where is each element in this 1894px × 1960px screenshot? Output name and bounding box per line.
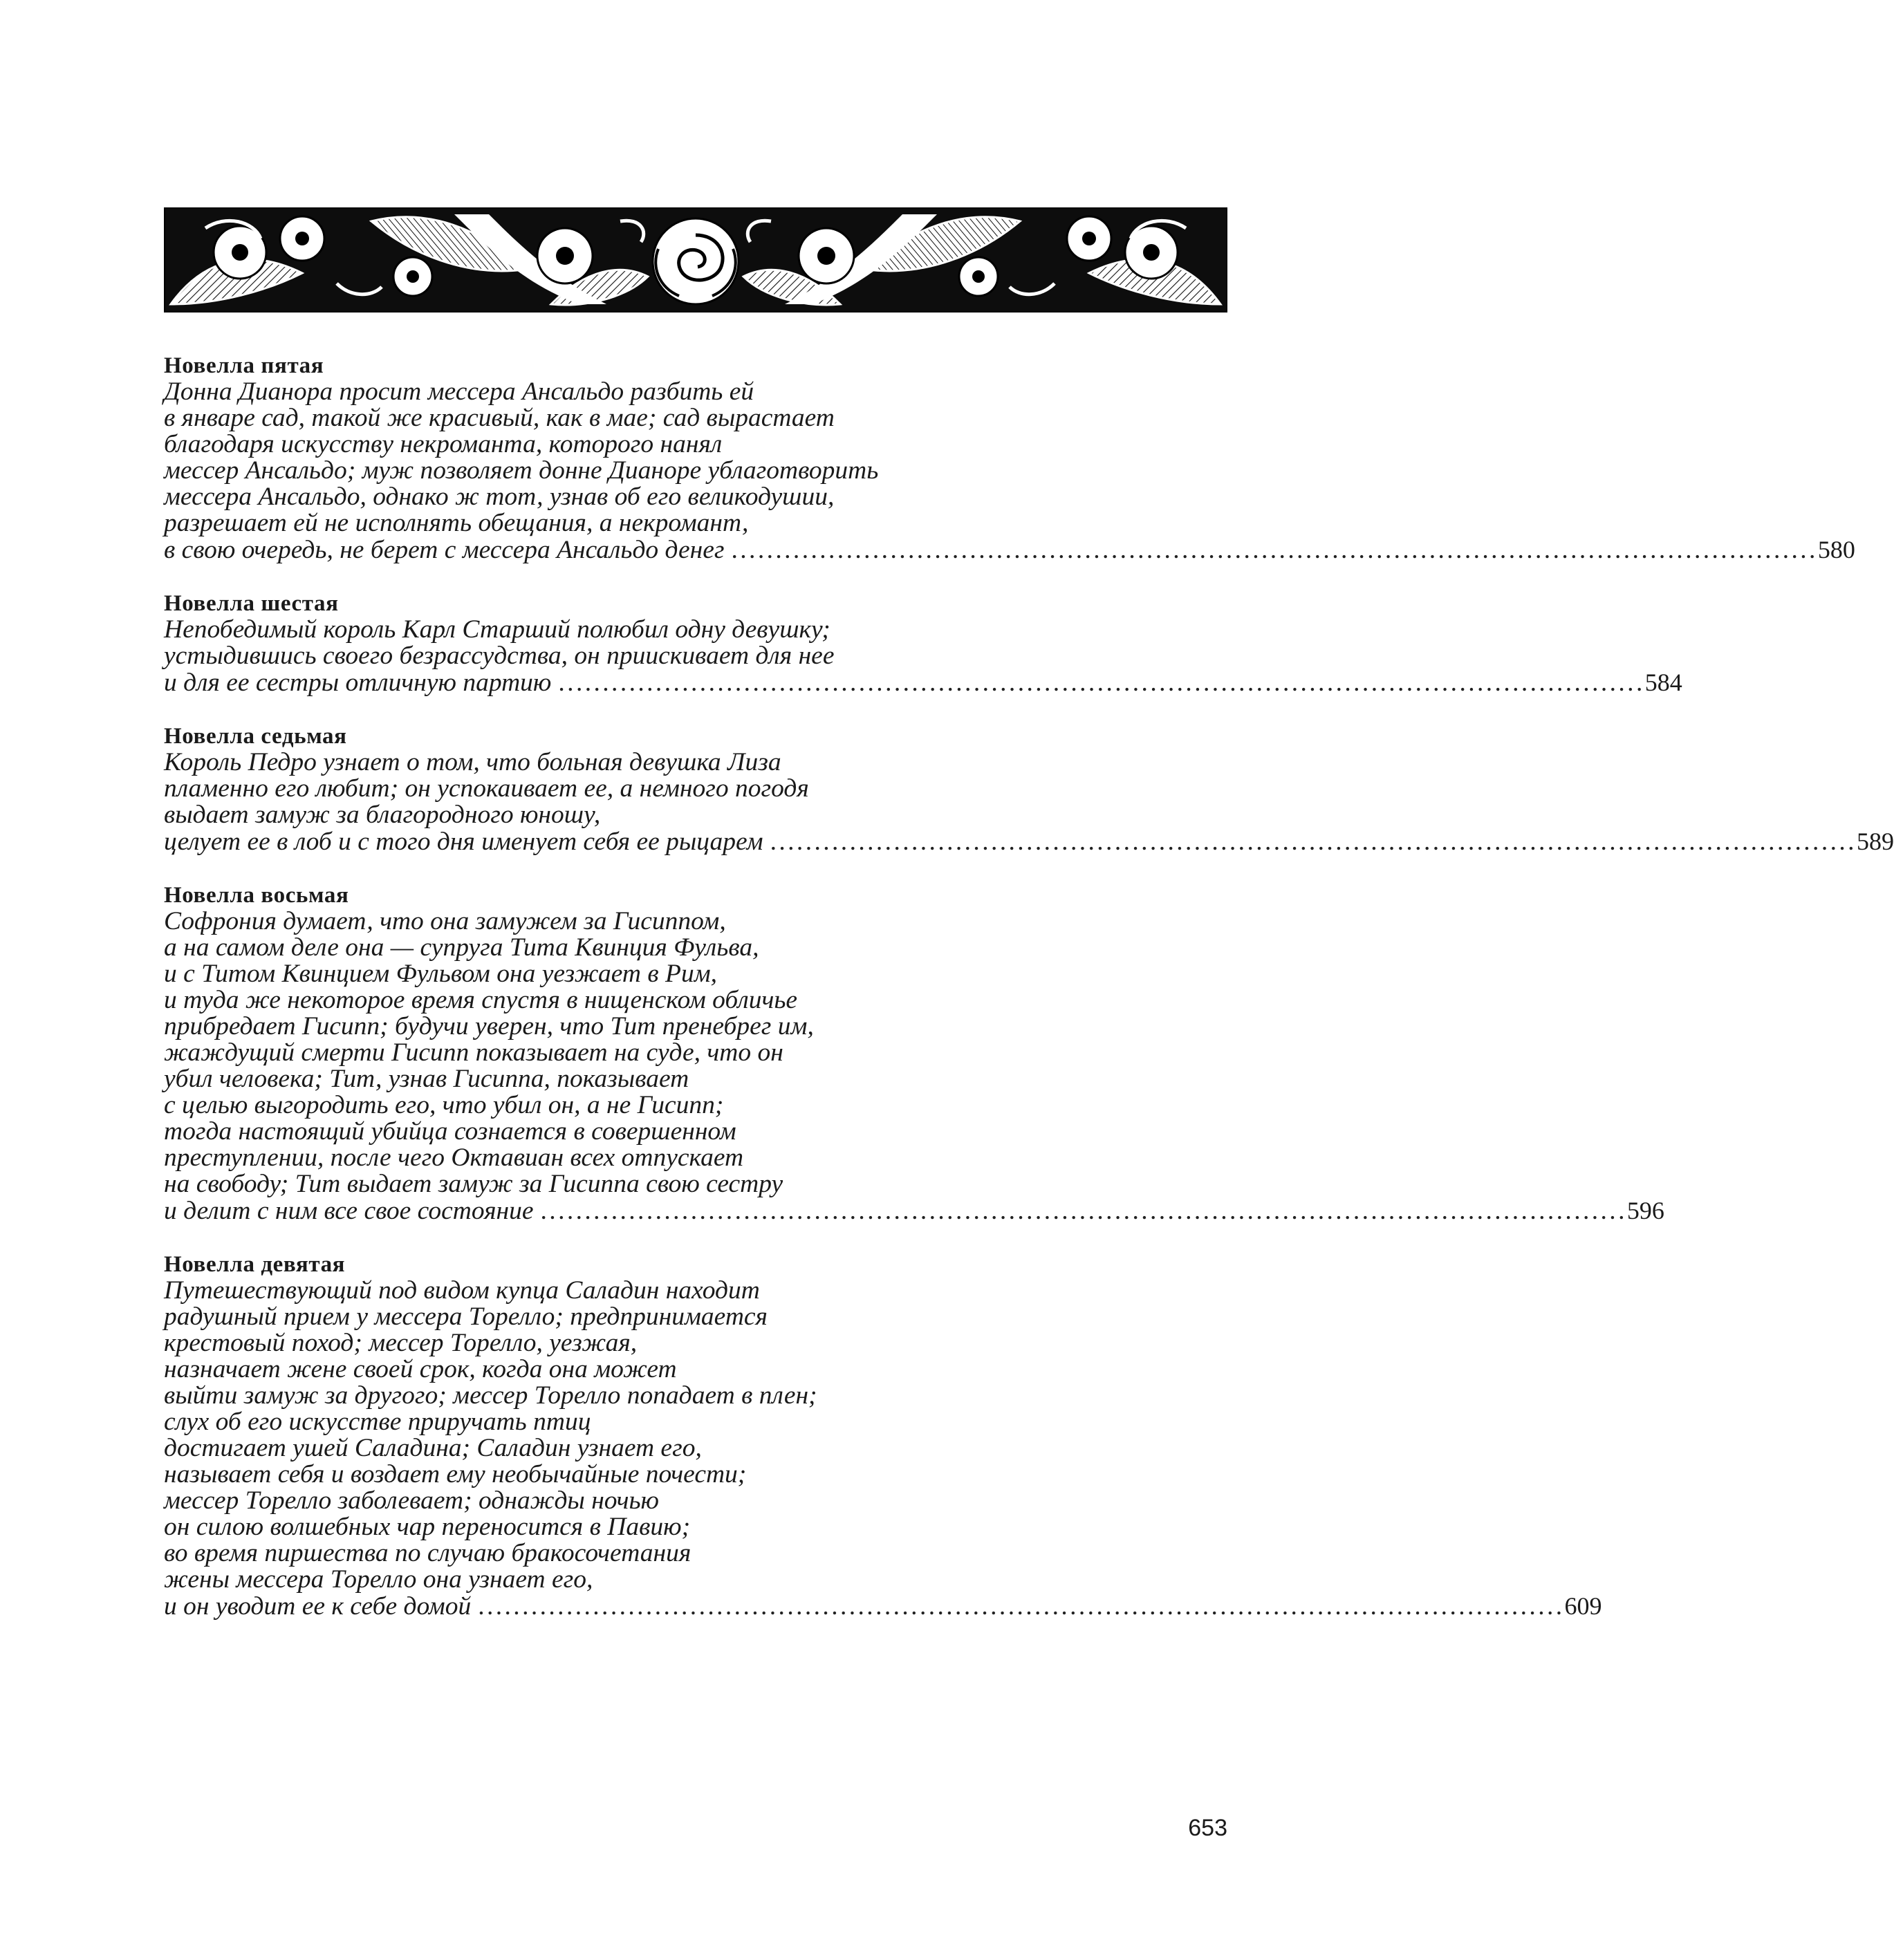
entry-line: и для ее сестры отличную партию — [164, 669, 552, 697]
entry-line: пламенно его любит; он успокаивает ее, а немного погодя — [164, 774, 809, 803]
dot-leader: ........................................................................................................................... — [770, 828, 1857, 856]
entry-page-number: 609 — [1564, 1592, 1602, 1620]
entry-line: прибредает Гисипп; будучи уверен, что Тит пренебрег им, — [164, 1012, 814, 1040]
entry-line: благодаря искусству некроманта, которого нанял — [164, 430, 723, 458]
entry-line: достигает ушей Саладина; Саладин узнает его, — [164, 1434, 702, 1462]
entry-last-line — [164, 1592, 1602, 1621]
dot-leader: ........................................................................................................................... — [731, 536, 1818, 564]
entry-line: а на самом деле она — супруга Тита Квинция Фульва, — [164, 933, 759, 962]
entry-line: и делит с ним все свое состояние — [164, 1197, 534, 1225]
entry-page-number: 580 — [1817, 536, 1855, 563]
toc-entry — [164, 590, 1682, 697]
entry-line: выйти замуж за другого; мессер Торелло попадает в плен; — [164, 1381, 817, 1410]
page-number: 653 — [1188, 1815, 1227, 1841]
toc-entry — [164, 353, 1855, 564]
entry-line: он силою волшебных чар переносится в Павию; — [164, 1513, 691, 1541]
entry-line: назначает жене своей срок, когда она может — [164, 1355, 677, 1383]
entry-line: мессер Торелло заболевает; однажды ночью — [164, 1486, 659, 1515]
table-of-contents — [164, 353, 1894, 1621]
entry-line: мессер Ансальдо; муж позволяет донне Дианоре ублаготворить — [164, 456, 879, 485]
dot-leader: ........................................................................................................................... — [558, 669, 1645, 697]
entry-line: Софрония думает, что она замужем за Гисиппом, — [164, 907, 726, 935]
entry-last-line — [164, 828, 1894, 856]
entry-title: Новелла восьмая — [164, 883, 349, 908]
entry-line: во время пиршества по случаю бракосочетания — [164, 1539, 691, 1567]
entry-line: на свободу; Тит выдает замуж за Гисиппа свою сестру — [164, 1170, 783, 1198]
entry-line: называет себя и воздает ему необычайные почести; — [164, 1460, 747, 1488]
entry-line: выдает замуж за благородного юношу, — [164, 801, 601, 829]
entry-line: убил человека; Тит, узнав Гисиппа, показывает — [164, 1065, 689, 1093]
entry-line: Путешествующий под видом купца Саладин находит — [164, 1276, 760, 1305]
entry-page-number: 596 — [1626, 1197, 1664, 1224]
entry-line: Донна Дианора просит мессера Ансальдо разбить ей — [164, 377, 754, 406]
toc-entry — [164, 723, 1894, 856]
entry-line: радушный прием у мессера Торелло; предпринимается — [164, 1303, 768, 1331]
entry-page-number: 589 — [1856, 828, 1894, 855]
toc-entry — [164, 1251, 1602, 1621]
entry-last-line — [164, 669, 1682, 697]
floral-ornament-banner-icon — [164, 207, 1227, 312]
entry-title: Новелла седьмая — [164, 724, 347, 749]
entry-page-number: 584 — [1644, 669, 1682, 696]
entry-line: устыдившись своего безрассудства, он приискивает для нее — [164, 642, 835, 670]
entry-line: и с Титом Квинцием Фульвом она уезжает в Рим, — [164, 960, 718, 988]
entry-title: Новелла шестая — [164, 591, 339, 616]
dot-leader: ........................................................................................................................... — [540, 1197, 1627, 1225]
entry-line: слух об его искусстве приручать птиц — [164, 1408, 591, 1436]
entry-line: Непобедимый король Карл Старший полюбил одну девушку; — [164, 615, 830, 644]
entry-title: Новелла девятая — [164, 1252, 346, 1277]
entry-line: жаждущий смерти Гисипп показывает на суде, что он — [164, 1038, 783, 1067]
entry-line: жены мессера Торелло она узнает его, — [164, 1565, 593, 1594]
entry-line: тогда настоящий убийца сознается в совершенном — [164, 1117, 736, 1146]
toc-entry — [164, 882, 1664, 1225]
entry-title: Новелла пятая — [164, 353, 324, 378]
entry-line: преступлении, после чего Октавиан всех отпускает — [164, 1144, 744, 1172]
entry-line: целует ее в лоб и с того дня именует себя ее рыцарем — [164, 828, 763, 856]
entry-line: и туда же некоторое время спустя в нищенском обличье — [164, 986, 798, 1014]
dot-leader: ........................................................................................................................... — [478, 1592, 1565, 1621]
entry-line: Король Педро узнает о том, что больная девушка Лиза — [164, 748, 781, 776]
entry-line: мессера Ансальдо, однако ж тот, узнав об его великодушии, — [164, 483, 835, 511]
entry-last-line — [164, 1197, 1664, 1225]
entry-line: с целью выгородить его, что убил он, а не Гисипп; — [164, 1091, 724, 1119]
entry-last-line — [164, 536, 1855, 564]
entry-line: разрешает ей не исполнять обещания, а некромант, — [164, 509, 749, 537]
entry-line: в январе сад, такой же красивый, как в мае; сад вырастает — [164, 404, 835, 432]
entry-line: крестовый поход; мессер Торелло, уезжая, — [164, 1329, 638, 1357]
entry-line: в свою очередь, не берет с мессера Ансальдо денег — [164, 536, 725, 564]
entry-line: и он уводит ее к себе домой — [164, 1592, 472, 1621]
